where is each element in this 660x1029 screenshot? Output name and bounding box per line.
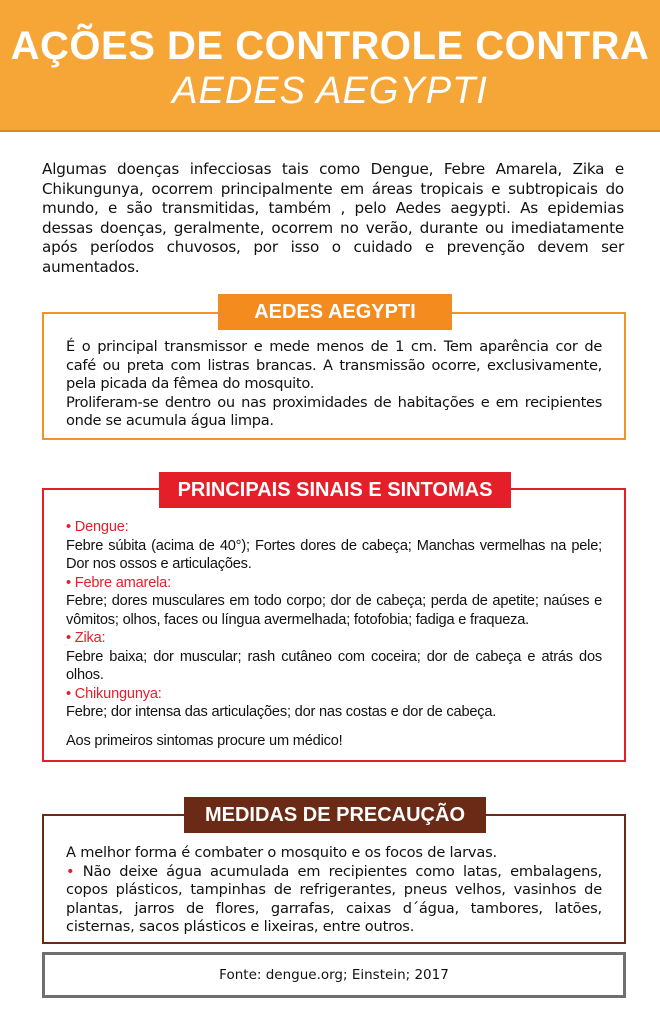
symptom-text-dengue: Febre súbita (acima de 40°); Fortes dores de cabeça; Manchas vermelhas na pele; Dor nos ossos e articulações.: [66, 537, 602, 572]
precautions-line-2-text: Não deixe água acumulada em recipientes como latas, embalagens, copos plásticos, tampinhas de refrigerantes, pneus velhos, vasinhos de plantas, jarros de flores, garrafas, caixas d´água, tambores, latões, cisternas, sacos plásticos e lixeiras, entre outros.: [66, 862, 602, 935]
precautions-line-1: A melhor forma é combater o mosquito e os focos de larvas.: [66, 844, 497, 861]
source-box: [42, 952, 626, 998]
aedes-box: [42, 301, 626, 440]
symptoms-body: [66, 518, 602, 750]
precautions-title: MEDIDAS DE PRECAUÇÃO: [184, 797, 486, 833]
symptom-label-febre-amarela: • Febre amarela:: [66, 574, 171, 591]
symptom-label-dengue: • Dengue:: [66, 519, 129, 535]
page-subtitle: AEDES AEGYPTI: [172, 70, 488, 112]
symptoms-footer: Aos primeiros sintomas procure um médico!: [66, 732, 343, 749]
header-banner: [0, 0, 660, 132]
aedes-body: [66, 338, 602, 431]
symptom-label-zika: • Zika:: [66, 630, 106, 646]
symptom-text-chikungunya: Febre; dor intensa das articulações; dor nas costas e dor de cabeça.: [66, 704, 497, 720]
intro-paragraph: Algumas doenças infecciosas tais como Dengue, Febre Amarela, Zika e Chikungunya, ocorrem principalmente em áreas tropicais e subtropicais do mundo, e são transmitidas, também , pelo Aedes aegypti. As epidemias dessas doenças, geralmente, ocorrem no verão, durante ou imediatamente após períodos chuvosos, por isso o cuidado e prevenção devem ser aumentados.: [42, 160, 624, 276]
symptom-text-zika: Febre baixa; dor muscular; rash cutâneo com coceira; dor de cabeça e atrás dos olhos.: [66, 648, 602, 683]
symptom-label-chikungunya: • Chikungunya:: [66, 685, 162, 702]
symptoms-title: PRINCIPAIS SINAIS E SINTOMAS: [159, 472, 511, 508]
symptom-text-febre-amarela: Febre; dores musculares em todo corpo; dor de cabeça; perda de apetite; naúses e vômitos; olhos, faces ou língua avermelhada; fotofobia; fadiga e fraqueza.: [66, 593, 602, 628]
precautions-body: [66, 844, 602, 937]
symptoms-box: [42, 479, 626, 762]
aedes-paragraph-2: Proliferam-se dentro ou nas proximidades de habitações e em recipientes onde se acumula água limpa.: [66, 393, 602, 429]
page-title: AÇÕES DE CONTROLE CONTRA: [10, 24, 650, 68]
source-text: Fonte: dengue.org; Einstein; 2017: [219, 967, 449, 983]
precautions-box: [42, 804, 626, 944]
bullet-icon: •: [66, 862, 75, 880]
precautions-line-2: [66, 863, 602, 937]
aedes-paragraph-1: É o principal transmissor e mede menos de 1 cm. Tem aparência cor de café ou preta com listras brancas. A transmissão ocorre, exclusivamente, pela picada da fêmea do mosquito.: [66, 338, 602, 392]
aedes-title: AEDES AEGYPTI: [218, 294, 452, 330]
